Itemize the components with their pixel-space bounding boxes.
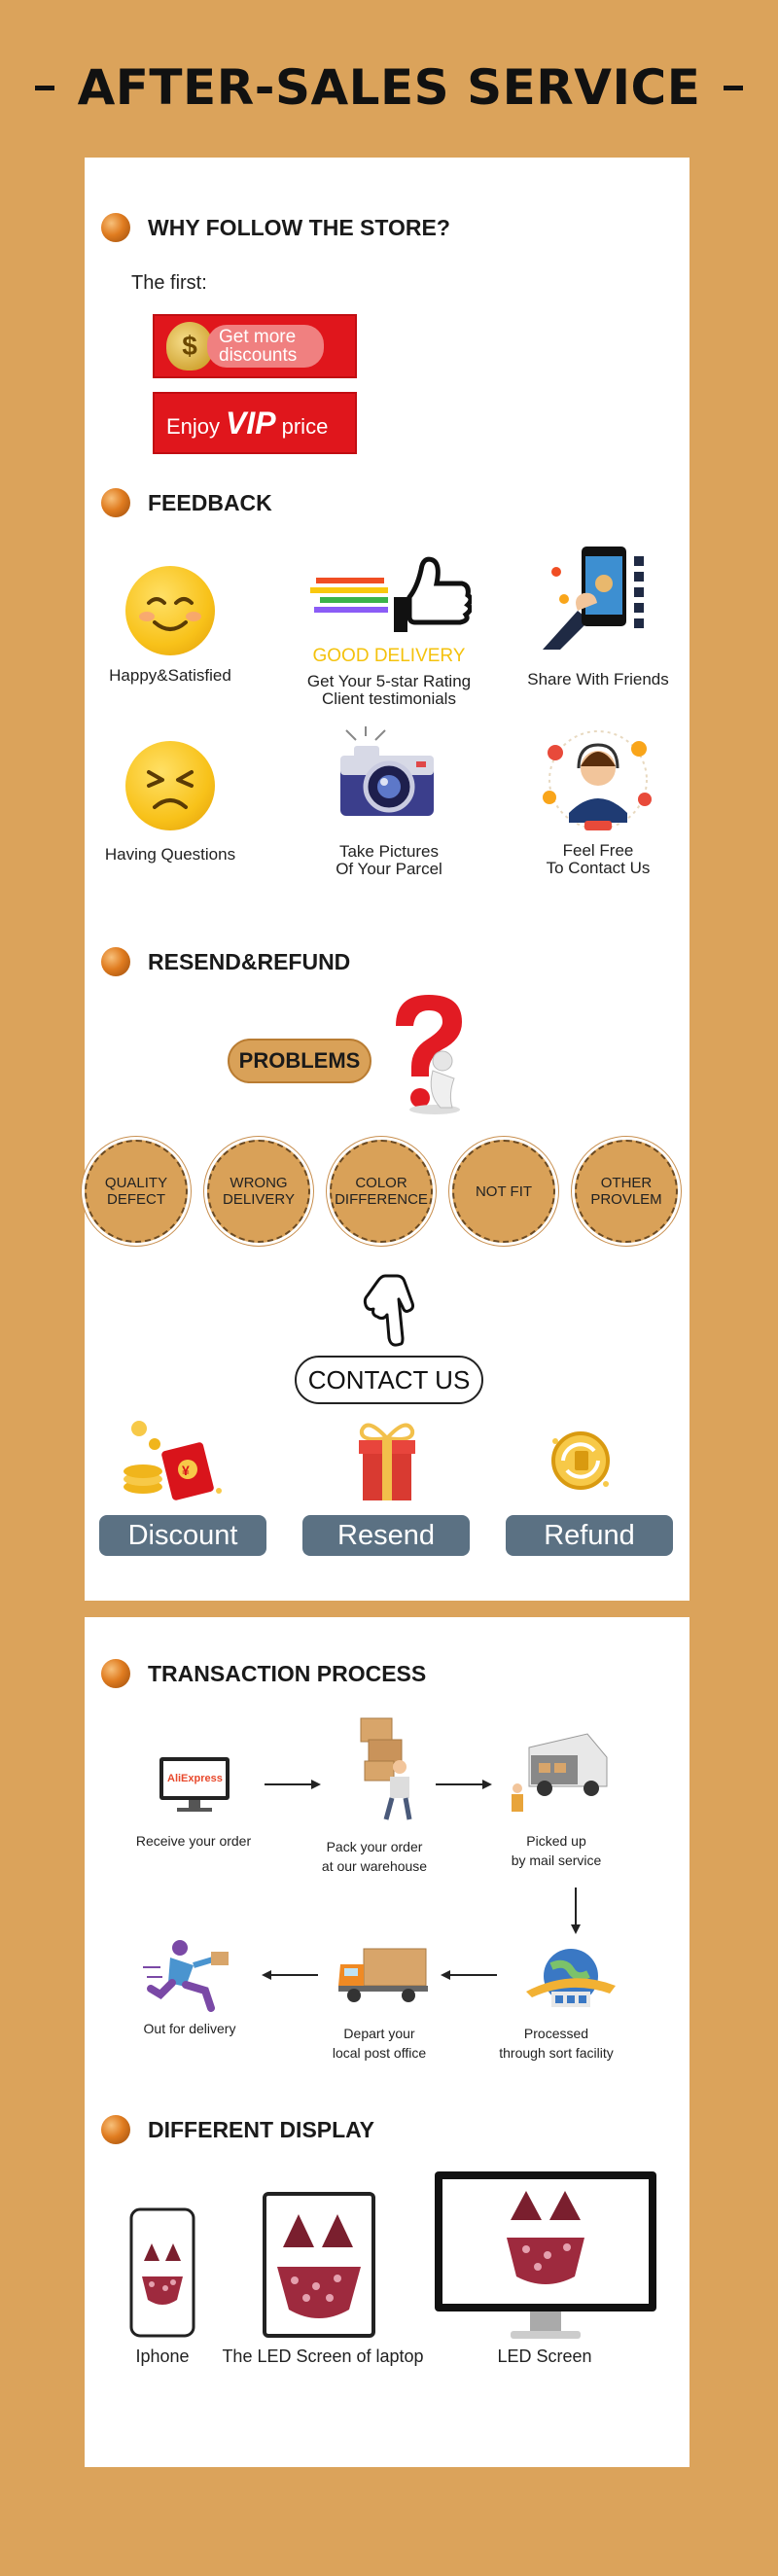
display-title: DIFFERENT DISPLAY (148, 2116, 375, 2142)
pointing-hand-icon (360, 1274, 414, 1348)
device-caption-iphone: Iphone (135, 2347, 190, 2366)
aliexpress-brand: AliExpress (167, 1773, 223, 1784)
customer-service-icon (530, 720, 666, 836)
transaction-panel (85, 1617, 690, 2467)
issue-other-problem (575, 1140, 678, 1243)
step-receive (116, 1831, 271, 1851)
discount-banner[interactable] (153, 314, 357, 378)
feedback-caption: Share With Friends (527, 670, 669, 688)
resend-title: RESEND&REFUND (148, 948, 351, 974)
after-sales-panel (85, 158, 690, 1601)
step-label: Processed through sort facility (499, 2026, 614, 2061)
warehouse-worker-icon (345, 1712, 423, 1821)
display-heading (101, 2115, 374, 2144)
led-monitor-icon (433, 2170, 658, 2345)
step-picked-up (478, 1831, 634, 1870)
feedback-caption: Take Pictures Of Your Parcel (336, 842, 442, 878)
discount-button[interactable]: Discount (99, 1515, 266, 1556)
feedback-share (501, 543, 695, 688)
step-out-for-delivery (112, 2019, 267, 2038)
feedback-title: FEEDBACK (148, 489, 272, 515)
issue-color-difference (330, 1140, 433, 1243)
feedback-rating (292, 545, 486, 708)
feedback-caption: Having Questions (104, 845, 236, 864)
orange-ball-icon (101, 488, 130, 517)
issue-quality-defect (85, 1140, 188, 1243)
feedback-contact (501, 720, 695, 877)
iphone-icon (128, 2206, 196, 2339)
delivery-runner-icon (143, 1938, 240, 2012)
phone-share-icon (525, 543, 671, 652)
step-label: Pack your order at our warehouse (321, 1839, 428, 1874)
step-label: Depart your local post office (332, 2026, 427, 2061)
orange-ball-icon (101, 213, 130, 242)
resend-button[interactable]: Resend (302, 1515, 470, 1556)
feedback-pictures (292, 726, 486, 878)
feedback-caption: Get Your 5-star Rating Client testimonials (306, 672, 472, 708)
refund-button[interactable]: Refund (506, 1515, 673, 1556)
device-caption-laptop: The LED Screen of laptop (222, 2347, 424, 2366)
issue-label: NOT FIT (475, 1182, 533, 1200)
transaction-title: TRANSACTION PROCESS (148, 1660, 427, 1686)
why-follow-heading (101, 213, 450, 242)
issue-label: OTHER PROVLEM (590, 1175, 662, 1208)
the-first-label: The first: (131, 272, 207, 294)
arrow-left-icon (260, 1969, 318, 1981)
svg-text:¥: ¥ (182, 1463, 190, 1478)
camera-icon (331, 726, 447, 835)
arrow-right-icon (265, 1779, 323, 1790)
resend-heading (101, 947, 350, 976)
gift-box-icon (353, 1419, 421, 1502)
vip-suffix: price (281, 413, 329, 439)
device-caption-led: LED Screen (497, 2347, 592, 2366)
step-label: Out for delivery (143, 2021, 236, 2036)
smiling-face-icon (125, 566, 215, 655)
step-pack (297, 1837, 452, 1876)
contact-us-button[interactable]: CONTACT US (295, 1356, 483, 1404)
orange-ball-icon (101, 2115, 130, 2144)
page-header (0, 53, 778, 122)
truck-icon (335, 1943, 432, 2005)
good-delivery-badge: GOOD DELIVERY (312, 646, 466, 666)
header-dash-right (724, 86, 743, 90)
feedback-heading (101, 488, 272, 517)
arrow-left-icon (439, 1969, 497, 1981)
red-envelope-coins-icon (114, 1419, 230, 1506)
question-mark-icon (374, 989, 472, 1117)
issue-label: WRONG DELIVERY (223, 1175, 295, 1208)
tablet-screen-icon (262, 2191, 376, 2339)
issue-label: COLOR DIFFERENCE (335, 1175, 428, 1208)
feedback-questions (73, 741, 267, 864)
worried-face-icon (125, 741, 215, 830)
vip-prefix: Enjoy (166, 413, 221, 439)
issue-wrong-delivery (207, 1140, 310, 1243)
issue-not-fit (452, 1140, 555, 1243)
problems-label: PROBLEMS (228, 1039, 371, 1083)
issue-label: QUALITY DEFECT (104, 1175, 168, 1208)
step-label: Picked up by mail service (511, 1833, 602, 1868)
money-bag-icon: $ (166, 322, 213, 371)
discount-label: Get more discounts (207, 325, 324, 368)
header-dash-left (35, 86, 54, 90)
feedback-caption: Feel Free To Contact Us (546, 841, 651, 877)
thumbs-up-icon (306, 545, 472, 653)
why-follow-title: WHY FOLLOW THE STORE? (148, 214, 450, 240)
delivery-van-icon (510, 1728, 617, 1816)
page-title: AFTER-SALES SERVICE (77, 59, 701, 116)
vip-text (166, 406, 328, 441)
feedback-caption: Happy&Satisfied (109, 666, 231, 685)
orange-ball-icon (101, 947, 130, 976)
refund-coin-icon (542, 1422, 619, 1500)
step-depart (301, 2024, 457, 2063)
computer-icon (156, 1753, 233, 1816)
vip-banner[interactable] (153, 392, 357, 454)
arrow-right-icon (436, 1779, 494, 1790)
step-processed (478, 2024, 634, 2063)
transaction-heading (101, 1659, 426, 1688)
step-label: Receive your order (135, 1833, 252, 1849)
vip-word: VIP (226, 405, 276, 441)
orange-ball-icon (101, 1659, 130, 1688)
arrow-down-icon (570, 1888, 582, 1936)
globe-sort-facility-icon (522, 1943, 619, 2021)
feedback-happy (73, 566, 267, 685)
